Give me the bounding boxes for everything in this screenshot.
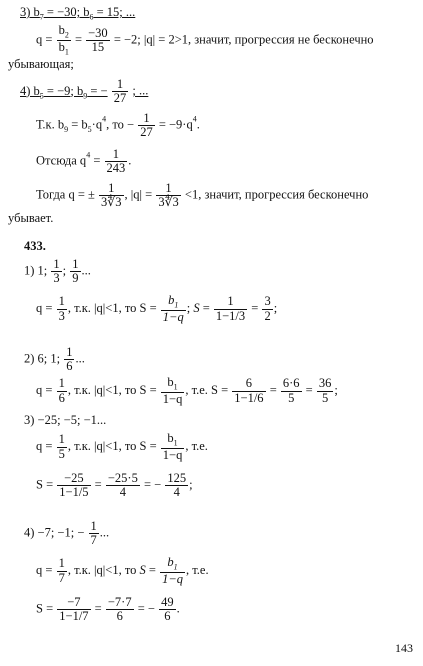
sub-3-header: 3) −25; −5; −1... xyxy=(24,413,107,427)
fraction: $\frac{6\cdot 6}{5}$ xyxy=(282,376,300,405)
line-3-header xyxy=(20,6,135,22)
fraction: $\frac{49}{6}$ xyxy=(161,595,174,624)
fraction: $\frac{1}{3}$ xyxy=(53,257,60,286)
fraction: $\frac{-30}{15}$ xyxy=(88,25,108,54)
fraction: $\frac{b_1}{1-q}$ xyxy=(162,375,183,406)
line-tk: Т.к. $b_9 = b_5\cdot q^4$, то − $\frac{1}{27}$ = $-9\cdot q^4$. xyxy=(36,111,200,140)
fraction: $\frac{-7\cdot 7}{6}$ xyxy=(107,595,132,624)
sub-3-q: q = $\frac{1}{5}$ , т.к. |q|<1, то S = $\frac{b_1}{1-q}$ , т.е. xyxy=(36,431,208,462)
fraction: $\frac{1}{5}$ xyxy=(58,432,65,461)
sub-2-header: 2) 6; 1; $\frac{1}{6}$ ... xyxy=(24,345,85,374)
fraction: $\frac{b_1}{1-q}$ xyxy=(162,293,184,324)
fraction: $\frac{b_1}{1-q}$ xyxy=(162,555,184,586)
fraction: $\frac{1}{243}$ xyxy=(106,147,126,176)
fraction: $\frac{1}{27}$ xyxy=(113,77,127,106)
sub-1-q: q = $\frac{1}{3}$ , т.к. |q|<1, то S = $\frac{b_1}{1-q}$ ; S = $\frac{1}{1-1/3}$ = $\frac{3}{2}$ ; xyxy=(36,293,278,324)
line-togda: Тогда q = ± $\frac{1}{3∜3}$ , |q| = $\frac{1}{3∜3}$ <1, значит, прогрессия бесконечно xyxy=(36,181,369,210)
page-number: 143 xyxy=(395,641,413,655)
text: 3) $b_7 = -30$; $b_6 = 15$; ... xyxy=(20,5,136,22)
fraction: $\frac{1}{7}$ xyxy=(58,556,65,585)
text: = −2; |q| = 2>1, значит, прогрессия не бесконечно xyxy=(113,32,374,47)
fraction: $\frac{6}{1-1/6}$ xyxy=(234,376,264,405)
sub-1-header: 1) 1; $\frac{1}{3}$ ; $\frac{1}{9}$ ... xyxy=(24,257,91,286)
sub-4-s: S = $\frac{-7}{1-1/7}$ = $\frac{-7\cdot 7}{6}$ = − $\frac{49}{6}$ . xyxy=(36,595,180,624)
fraction: $\frac{1}{9}$ xyxy=(72,257,79,286)
fraction: $\frac{1}{3∜3}$ xyxy=(158,181,179,210)
text: убывает. xyxy=(8,211,54,225)
sub-4-q: q = $\frac{1}{7}$ , т.к. |q|<1, то S = $\frac{b_1}{1-q}$ , т.е. xyxy=(36,555,209,586)
fraction: $\frac{1}{3}$ xyxy=(58,294,65,323)
fraction: $\frac{b_1}{1-q}$ xyxy=(162,431,183,462)
fraction: $\frac{125}{4}$ xyxy=(167,471,187,500)
fraction: $\frac{-25}{1-1/5}$ xyxy=(59,471,89,500)
fraction: $\frac{b_2}{b_1}$ xyxy=(58,23,69,57)
fraction: $\frac{1}{1-1/3}$ xyxy=(215,294,246,323)
fraction: $\frac{-7}{1-1/7}$ xyxy=(59,595,89,624)
fraction: $\frac{1}{6}$ xyxy=(66,345,73,374)
line-q-ratio: q = $\frac{b_2}{b_1}$ = $\frac{-30}{15}$ = −2; |q| = 2>1, значит, прогрессия не бесконечно xyxy=(36,23,374,57)
fraction: $\frac{3}{2}$ xyxy=(264,294,271,323)
text: убывающая; xyxy=(8,57,74,71)
sub-3-s: S = $\frac{-25}{1-1/5}$ = $\frac{-25\cdot 5}{4}$ = − $\frac{125}{4}$ ; xyxy=(36,471,193,500)
fraction: $\frac{1}{7}$ xyxy=(90,519,97,548)
problem-number: 433. xyxy=(24,239,46,253)
sub-2-q: q = $\frac{1}{6}$ , т.к. |q|<1, то S = $\frac{b_1}{1-q}$ , т.е. S = $\frac{6}{1-1/6}$ = $\frac{6\cdot 6}{5}$ = $\frac{36}{5}$ ; xyxy=(36,375,338,406)
text: q = xyxy=(36,32,53,47)
fraction: $\frac{1}{3∜3}$ xyxy=(101,181,122,210)
fraction: $\frac{1}{27}$ xyxy=(140,111,153,140)
fraction: $\frac{-25\cdot 5}{4}$ xyxy=(107,471,138,500)
fraction: $\frac{1}{6}$ xyxy=(58,376,65,405)
sub-4-header: 4) −7; −1; − $\frac{1}{7}$ ... xyxy=(24,519,110,548)
line-4-header: 4) $b_5 = -9$; $b_9$ = − $\frac{1}{27}$ ; ... xyxy=(20,77,149,106)
fraction: $\frac{36}{5}$ xyxy=(318,376,332,405)
line-otsyuda: Отсюда $q^4$ = $\frac{1}{243}$ . xyxy=(36,147,132,176)
